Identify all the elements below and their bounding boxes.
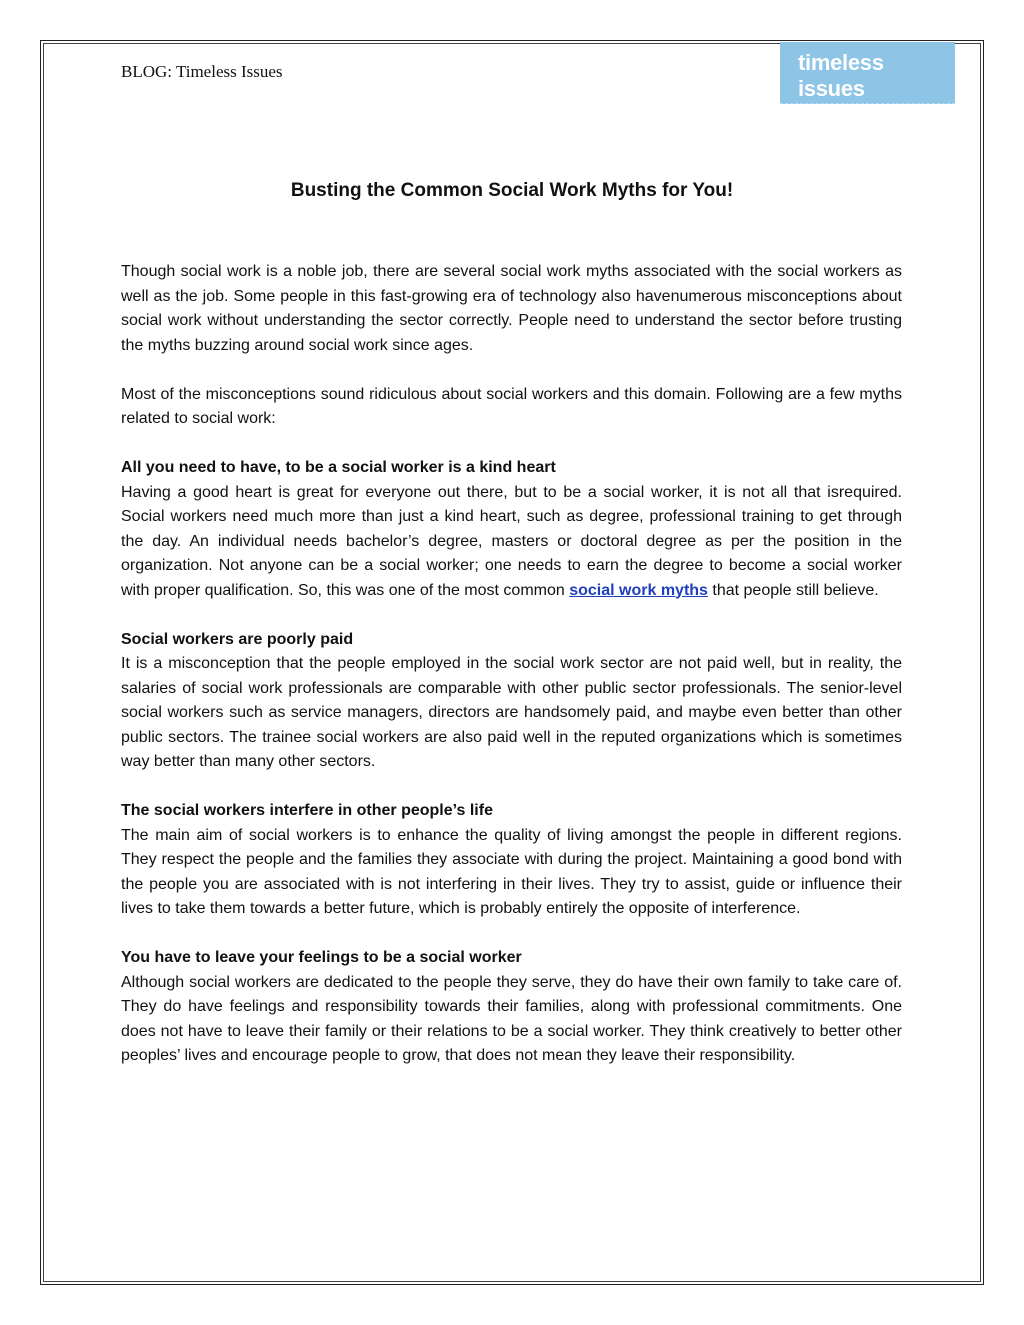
section-body-interfere: The main aim of social workers is to enhance the quality of living amongst the people in different regions. They respect the people and the families they associate with during the project. Maintaining a good bond with the people you are associated with is not interfering in their lives. They try to assist, guide or influence their lives to take them towards a better future, which is probably entirely the opposite of interference. [121,826,902,917]
timeless-issues-logo [780,42,955,104]
article-body [121,260,902,1069]
article-title: Busting the Common Social Work Myths for You! [290,180,734,201]
section-heading-feelings: You have to leave your feelings to be a social worker [121,949,522,966]
section-heading-interfere: The social workers interfere in other people’s life [121,802,493,819]
section-body-poorly-paid: It is a misconception that the people employed in the social work sector are not paid well, but in reality, the salaries of social work professionals are comparable with other public sector professionals. The senior-level social workers such as service managers, directors are handsomely paid, and maybe even better than other public sectors. The trainee social workers are also paid well in the reputed organizations which is sometimes way better than many other sectors. [121,655,902,770]
section-body-kind-heart: Having a good heart is great for everyone out there, but to be a social worker, it is not all that isrequired. Social workers need much more than just a kind heart, such as degree, professional training to get through the day. An individual needs bachelor’s degree, masters or doctoral degree as per the position in the organization. Not anyone can be a social worker; one needs to earn the degree to become a social worker with proper qualification. So, this was one of the most common social work myths that people still believe. [121,483,902,599]
section-heading-poorly-paid: Social workers are poorly paid [121,630,354,648]
intro-paragraph-2: Most of the misconceptions sound ridiculous about social workers and this domain. Following are a few myths related to social work: [121,385,902,427]
section-heading-kind-heart: All you need to have, to be a social worker is a kind heart [121,459,556,476]
social-work-myths-link[interactable]: social work myths [569,581,708,599]
blog-header-label: BLOG: Timeless Issues [121,62,283,81]
section-body-feelings: Although social workers are dedicated to the people they serve, they do have their own family to take care of. They do have feelings and responsibility towards their families, along with professional commitments. One does not have to leave their family or their relations to be a social worker. They think creatively to better other peoples’ lives and encourage people to grow, that does not mean they leave their responsibility. [121,973,902,1064]
logo-text: timeless issues [798,50,884,101]
intro-paragraph-1: Though social work is a noble job, there are several social work myths associated with the social workers as well as the job. Some people in this fast-growing era of technology also havenumerous misconceptions about social work without understanding the sector correctly. People need to understand the sector before trusting the myths buzzing around social work since ages. [121,263,902,354]
